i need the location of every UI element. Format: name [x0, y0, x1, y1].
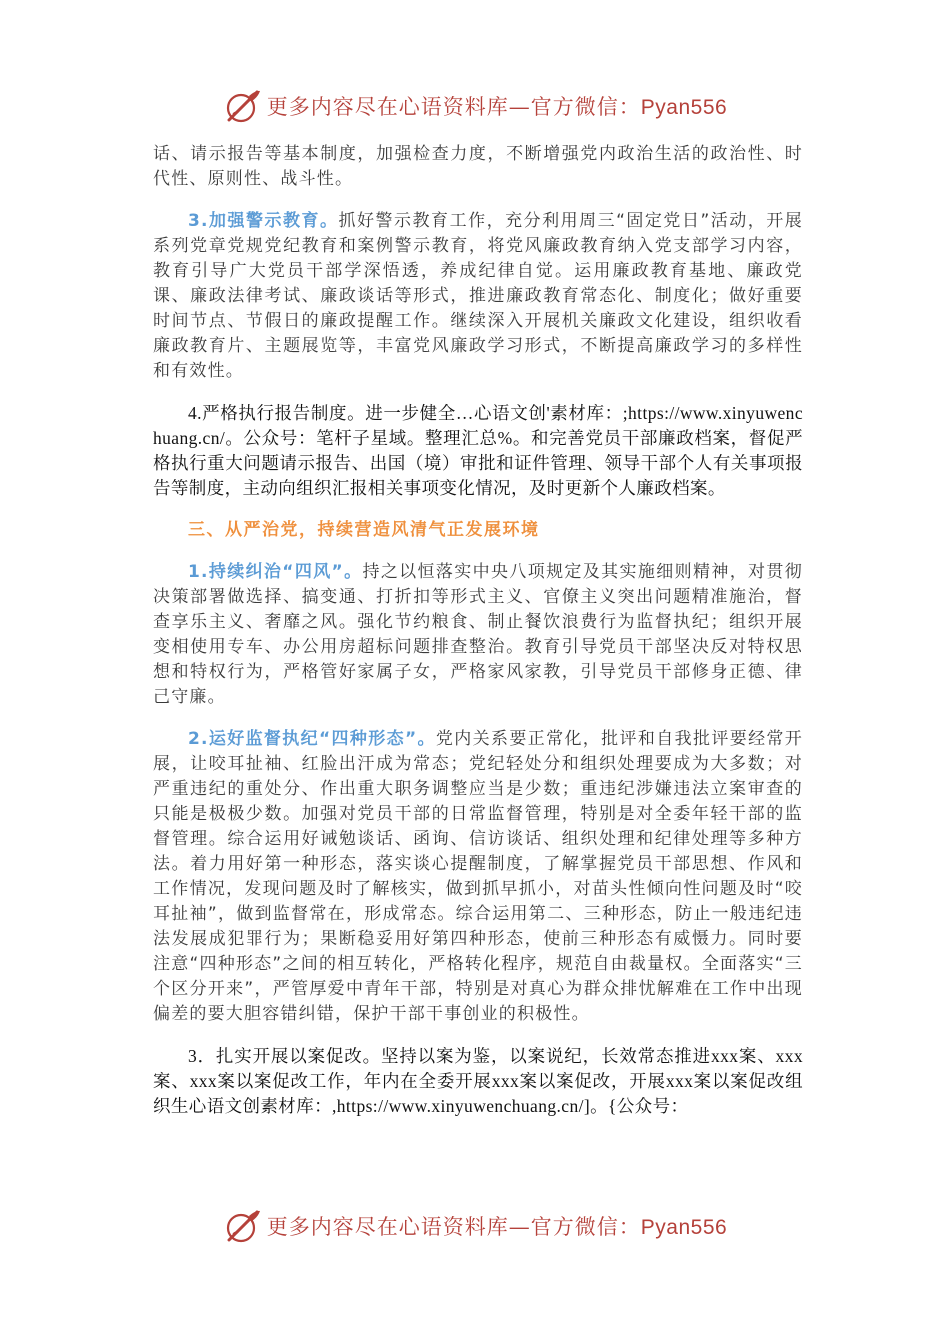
paragraph-four-winds: 1.持续纠治“四风”。持之以恒落实中央八项规定及其实施细则精神，对贯彻决策部署做选择、搞变通、打折扣等形式主义、官僚主义突出问题精准施治，督查享乐主义、奢靡之风。强化节约粮食、制止餐饮浪费行为监督执纪；组织开展变相使用专车、办公用房超标问题排查整治。教育引导党员干部坚决反对特权思想和特权行为，严格管好家属子女，严格家风家教，引导党员干部修身正德、律己守廉。	[153, 562, 803, 707]
item-heading: 3.加强警示教育。	[188, 211, 339, 231]
watermark-footer	[0, 1208, 950, 1244]
paragraph-reporting-system: 4.严格执行报告制度。进一步健全…心语文创'素材库：;https://www.xinyuwenchuang.cn/。公众号：笔杆子星域。整理汇总%。和完善党员干部廉政档案，督促严格执行重大问题请示报告、出国（境）审批和证件管理、领导干部个人有关事项报告等制度，主动向组织汇报相关事项变化情况，及时更新个人廉政档案。	[153, 403, 803, 498]
section-heading: 三、从严治党，持续营造风清气正发展环境	[188, 520, 540, 540]
watermark-header	[0, 88, 950, 124]
document-body	[153, 142, 803, 1119]
watermark-text: 更多内容尽在心语资料库—官方微信：Pyan556	[266, 95, 728, 119]
paragraph-warning-education: 3.加强警示教育。抓好警示教育工作，充分利用周三“固定党日”活动，开展系列党章党规党纪教育和案例警示教育，将党风廉政教育纳入党支部学习内容，教育引导广大党员干部学深悟透，养成纪律自觉。运用廉政教育基地、廉政党课、廉政法律考试、廉政谈话等形式，推进廉政教育常态化、制度化；做好重要时间节点、节假日的廉政提醒工作。继续深入开展机关廉政文化建设，组织收看廉政教育片、主题展览等，丰富党风廉政学习形式，不断提高廉政学习的多样性和有效性。	[153, 211, 803, 381]
quill-logo-icon	[223, 1208, 263, 1244]
quill-logo-icon	[223, 88, 263, 124]
paragraph-case-reform: 3．扎实开展以案促改。坚持以案为鉴，以案说纪，长效常态推进xxx案、xxx案、xxx案以案促改工作，年内在全委开展xxx案以案促改，开展xxx案以案促改组织生心语文创素材库：,https://www.xinyuwenchuang.cn/]。{公众号：	[153, 1046, 803, 1116]
watermark-text: 更多内容尽在心语资料库—官方微信：Pyan556	[266, 1215, 728, 1239]
paragraph-continuation: 话、请示报告等基本制度，加强检查力度，不断增强党内政治生活的政治性、时代性、原则性、战斗性。	[153, 144, 803, 189]
paragraph-four-forms: 2.运好监督执纪“四种形态”。党内关系要正常化，批评和自我批评要经常开展，让咬耳扯袖、红脸出汗成为常态；党纪轻处分和组织处理要成为大多数；对严重违纪的重处分、作出重大职务调整应当是少数；重违纪涉嫌违法立案审查的只能是极极少数。加强对党员干部的日常监督管理，特别是对全委年轻干部的监督管理。综合运用好诫勉谈话、函询、信访谈话、组织处理和纪律处理等多种方法。着力用好第一种形态，落实谈心提醒制度，了解掌握党员干部思想、作风和工作情况，发现问题及时了解核实，做到抓早抓小，对苗头性倾向性问题及时“咬耳扯袖”，做到监督常在，形成常态。综合运用第二、三种形态，防止一般违纪违法发展成犯罪行为；果断稳妥用好第四种形态，使前三种形态有威慑力。同时要注意“四种形态”之间的相互转化，严格转化程序，规范自由裁量权。全面落实“三个区分开来”，严管厚爱中青年干部，特别是对真心为群众排忧解难在工作中出现偏差的要大胆容错纠错，保护干部干事创业的积极性。	[153, 729, 803, 1024]
item-heading: 2.运好监督执纪“四种形态”。	[188, 729, 436, 749]
item-heading: 1.持续纠治“四风”。	[188, 562, 363, 582]
